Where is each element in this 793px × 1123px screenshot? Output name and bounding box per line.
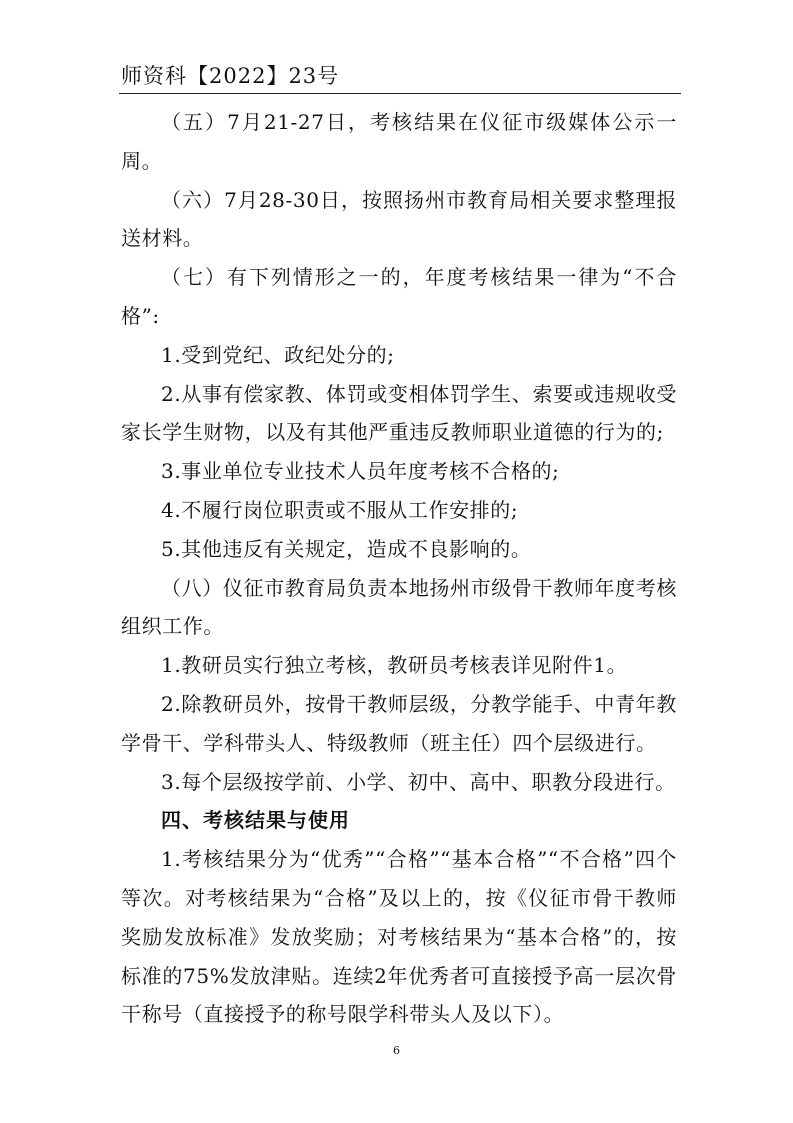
list-item-3: 3.事业单位专业技术人员年度考核不合格的; [161, 459, 560, 484]
document-number-header: 师资科【2022】23号 [121, 64, 340, 88]
list-item-4: 4.不履行岗位职责或不服从工作安排的; [161, 497, 519, 522]
document-body [121, 103, 677, 1034]
results-paragraph: 1.考核结果分为“优秀”“合格”“基本合格”“不合格”四个等次。对考核结果为“合格”及以上的，按《仪征市骨干教师奖励发放标准》发放奖励；对考核结果为“基本合格”的，按标准的75%发放津贴。连续2年优秀者可直接授予高一层次骨干称号（直接授予的称号限学科带头人及以下）。 [121, 847, 677, 1027]
paragraph-item-8: （八）仪征市教育局负责本地扬州市级骨干教师年度考核组织工作。 [121, 575, 677, 639]
section-heading: 四、考核结果与使用 [161, 808, 350, 833]
paragraph-item-7: （七）有下列情形之一的，年度考核结果一律为“不合格”: [121, 265, 677, 328]
list-item-8-2: 2.除教研员外，按骨干教师层级，分教学能手、中青年教学骨干、学科带头人、特级教师（班主任）四个层级进行。 [121, 691, 677, 755]
paragraph-item-5: （五）7月21-27日，考核结果在仪征市级媒体公示一周。 [121, 110, 677, 173]
header-divider [119, 93, 681, 94]
page-number: 6 [393, 1044, 400, 1057]
list-item-5: 5.其他违反有关规定，造成不良影响的。 [161, 536, 532, 561]
list-item-2: 2.从事有偿家教、体罚或变相体罚学生、索要或违规收受家长学生财物，以及有其他严重违反教师职业道德的行为的; [121, 381, 677, 445]
paragraph-item-6: （六）7月28-30日，按照扬州市教育局相关要求整理报送材料。 [121, 187, 677, 251]
list-item-8-1: 1.教研员实行独立考核，教研员考核表详见附件1。 [161, 653, 628, 678]
list-item-1: 1.受到党纪、政纪处分的; [161, 342, 395, 367]
list-item-8-3: 3.每个层级按学前、小学、初中、高中、职教分段进行。 [161, 769, 676, 794]
